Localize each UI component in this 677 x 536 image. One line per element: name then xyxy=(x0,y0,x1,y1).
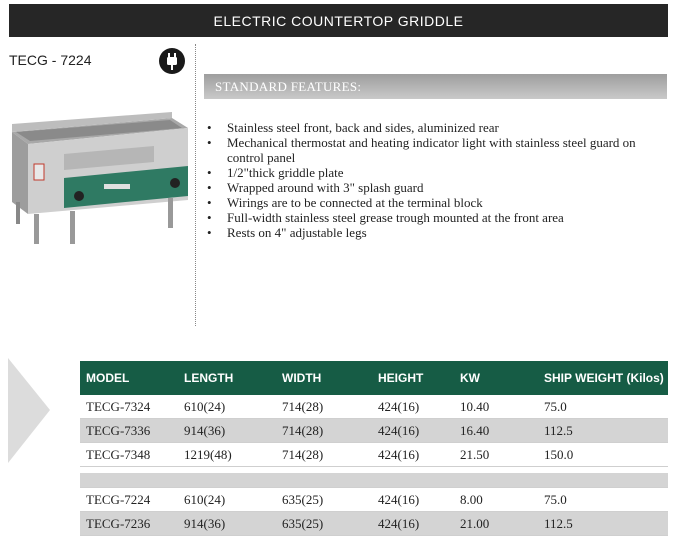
features-list xyxy=(207,120,662,240)
feature-item: • Full-width stainless steel grease trough mounted at the front area xyxy=(207,210,662,225)
cell-model: TECG-7324 xyxy=(80,395,178,419)
column-header-ship-weight: SHIP WEIGHT (Kilos) xyxy=(538,361,668,395)
cell-length: 610(24) xyxy=(178,488,276,512)
cell-width: 635(25) xyxy=(276,488,372,512)
cell-ship-weight: 112.5 xyxy=(538,512,668,536)
feature-item: • Stainless steel front, back and sides, aluminized rear xyxy=(207,120,662,135)
feature-item: • 1/2"thick griddle plate xyxy=(207,165,662,180)
table-spacer xyxy=(80,473,668,488)
cell-height: 424(16) xyxy=(372,488,454,512)
cell-model: TECG-7348 xyxy=(80,443,178,467)
cell-width: 714(28) xyxy=(276,419,372,443)
cell-width: 714(28) xyxy=(276,395,372,419)
cell-width: 714(28) xyxy=(276,443,372,467)
electric-plug-icon xyxy=(158,47,186,75)
cell-ship-weight: 75.0 xyxy=(538,488,668,512)
cell-kw: 10.40 xyxy=(454,395,538,419)
column-header-model: MODEL xyxy=(80,361,178,395)
feature-item: • Mechanical thermostat and heating indicator light with stainless steel guard on control panel xyxy=(207,135,662,165)
table-row xyxy=(80,512,668,536)
column-header-length: LENGTH xyxy=(178,361,276,395)
cell-length: 610(24) xyxy=(178,395,276,419)
product-model-code: TECG - 7224 xyxy=(9,52,92,68)
cell-kw: 8.00 xyxy=(454,488,538,512)
cell-kw: 16.40 xyxy=(454,419,538,443)
table-row xyxy=(80,419,668,443)
cell-width: 635(25) xyxy=(276,512,372,536)
page-title: ELECTRIC COUNTERTOP GRIDDLE xyxy=(9,4,668,37)
cell-height: 424(16) xyxy=(372,443,454,467)
column-header-height: HEIGHT xyxy=(372,361,454,395)
column-header-width: WIDTH xyxy=(276,361,372,395)
specifications-table xyxy=(80,361,668,536)
cell-model: TECG-7236 xyxy=(80,512,178,536)
table-row xyxy=(80,395,668,419)
arrow-right-icon xyxy=(8,358,50,463)
cell-kw: 21.00 xyxy=(454,512,538,536)
cell-height: 424(16) xyxy=(372,395,454,419)
cell-ship-weight: 150.0 xyxy=(538,443,668,467)
cell-length: 914(36) xyxy=(178,419,276,443)
cell-height: 424(16) xyxy=(372,419,454,443)
cell-ship-weight: 75.0 xyxy=(538,395,668,419)
cell-ship-weight: 112.5 xyxy=(538,419,668,443)
table-row xyxy=(80,443,668,467)
cell-model: TECG-7336 xyxy=(80,419,178,443)
cell-model: TECG-7224 xyxy=(80,488,178,512)
cell-length: 1219(48) xyxy=(178,443,276,467)
table-row xyxy=(80,488,668,512)
standard-features-header: STANDARD FEATURES: xyxy=(204,74,667,99)
feature-item: • Wirings are to be connected at the terminal block xyxy=(207,195,662,210)
feature-item: • Rests on 4" adjustable legs xyxy=(207,225,662,240)
cell-height: 424(16) xyxy=(372,512,454,536)
griddle-product-image xyxy=(4,110,190,250)
column-header-kw: KW xyxy=(454,361,538,395)
cell-kw: 21.50 xyxy=(454,443,538,467)
column-divider xyxy=(195,44,196,326)
table-header-row xyxy=(80,361,668,395)
feature-item: • Wrapped around with 3" splash guard xyxy=(207,180,662,195)
cell-length: 914(36) xyxy=(178,512,276,536)
